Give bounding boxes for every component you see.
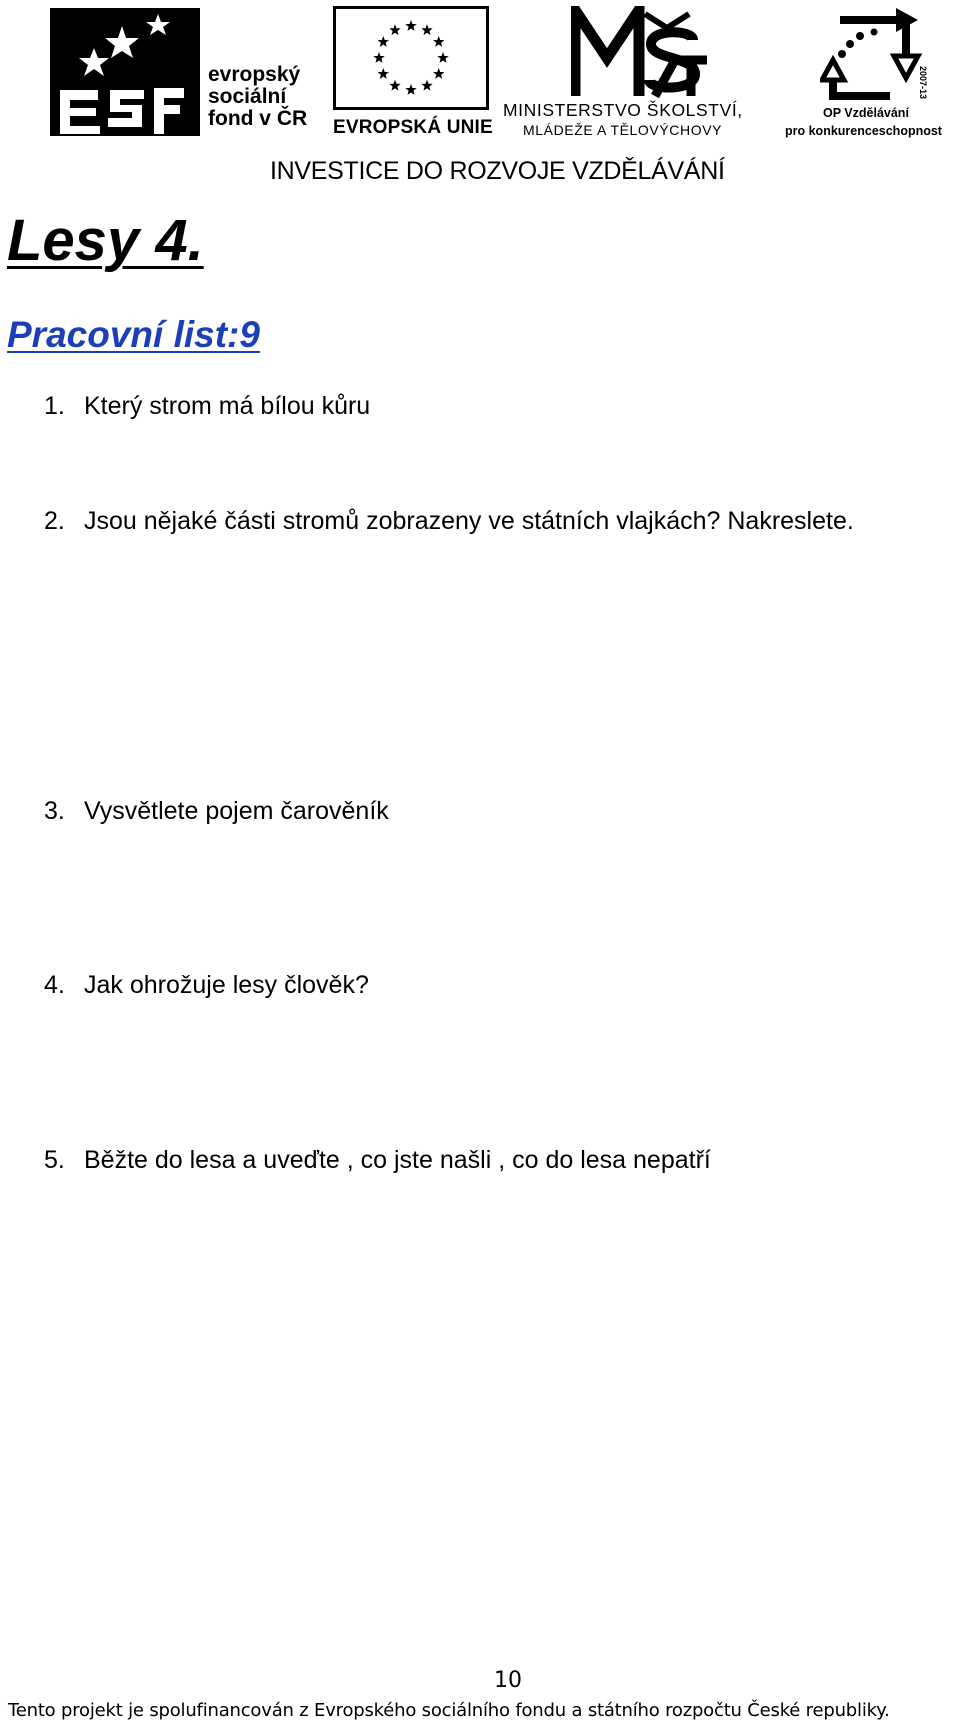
esf-mark-icon: [50, 8, 200, 136]
eu-star-icon: [378, 36, 389, 47]
eu-star-icon: [389, 80, 400, 91]
eu-star-icon: [433, 68, 444, 79]
eu-star-icon: [421, 24, 432, 35]
op-mark-icon: [820, 6, 930, 106]
question-text: Běžte do lesa a uveďte , co jste našli , co do lesa nepatří: [84, 1146, 711, 1174]
eu-stars-icon: [333, 6, 489, 110]
eu-star-icon: [389, 24, 400, 35]
page-title: Lesy 4.: [7, 208, 204, 273]
esf-logo: [50, 8, 320, 138]
esf-line-2: sociální: [208, 85, 287, 108]
question-text: Vysvětlete pojem čarověník: [84, 797, 389, 825]
page-number-text: 10: [494, 1668, 522, 1693]
eu-star-icon: [421, 80, 432, 91]
question-5: [44, 1146, 711, 1175]
eu-star-icon: [433, 36, 444, 47]
esf-logo-text: [208, 64, 307, 130]
msmt-logo: [503, 6, 773, 138]
question-text: Jsou nějaké části stromů zobrazeny ve státních vlajkách? Nakreslete.: [84, 507, 854, 535]
question-2: [44, 507, 854, 536]
question-text: Který strom má bílou kůru: [84, 392, 371, 420]
question-number: 4.: [44, 971, 65, 999]
question-4: [44, 971, 369, 1000]
msmt-line-2: MLÁDEŽE A TĚLOVÝCHOVY: [523, 122, 723, 138]
question-number: 3.: [44, 797, 65, 825]
esf-line-3: fond v ČR: [208, 107, 308, 130]
op-line-2: pro konkurenceschopnost: [785, 124, 942, 138]
question-number: 2.: [44, 507, 65, 535]
question-number: 5.: [44, 1146, 65, 1174]
logo-header: [0, 0, 960, 190]
worksheet-subtitle: Pracovní list:9: [7, 314, 260, 355]
op-logo: [785, 6, 960, 141]
eu-star-icon: [378, 68, 389, 79]
msmt-line-1: MINISTERSTVO ŠKOLSTVÍ,: [503, 100, 743, 120]
eu-label: EVROPSKÁ UNIE: [333, 117, 493, 138]
esf-line-1: evropský: [208, 63, 301, 86]
page-number: [0, 1668, 960, 1693]
eu-star-icon: [437, 52, 448, 63]
footer-text: Tento projekt je spolufinancován z Evropského sociálního fondu a státního rozpočtu České republiky.: [8, 1700, 890, 1721]
question-3: [44, 797, 389, 826]
eu-logo: [333, 6, 493, 138]
eu-star-icon: [405, 20, 416, 31]
msmt-mark-icon: [571, 6, 711, 98]
op-line-1: OP Vzdělávání: [823, 106, 909, 120]
question-1: [44, 392, 370, 421]
op-years: 2007-13: [918, 66, 928, 100]
investice-slogan: INVESTICE DO ROZVOJE VZDĚLÁVÁNÍ: [270, 157, 725, 185]
eu-star-icon: [405, 84, 416, 95]
question-number: 1.: [44, 392, 65, 420]
eu-star-icon: [373, 52, 384, 63]
question-text: Jak ohrožuje lesy člověk?: [84, 971, 369, 999]
